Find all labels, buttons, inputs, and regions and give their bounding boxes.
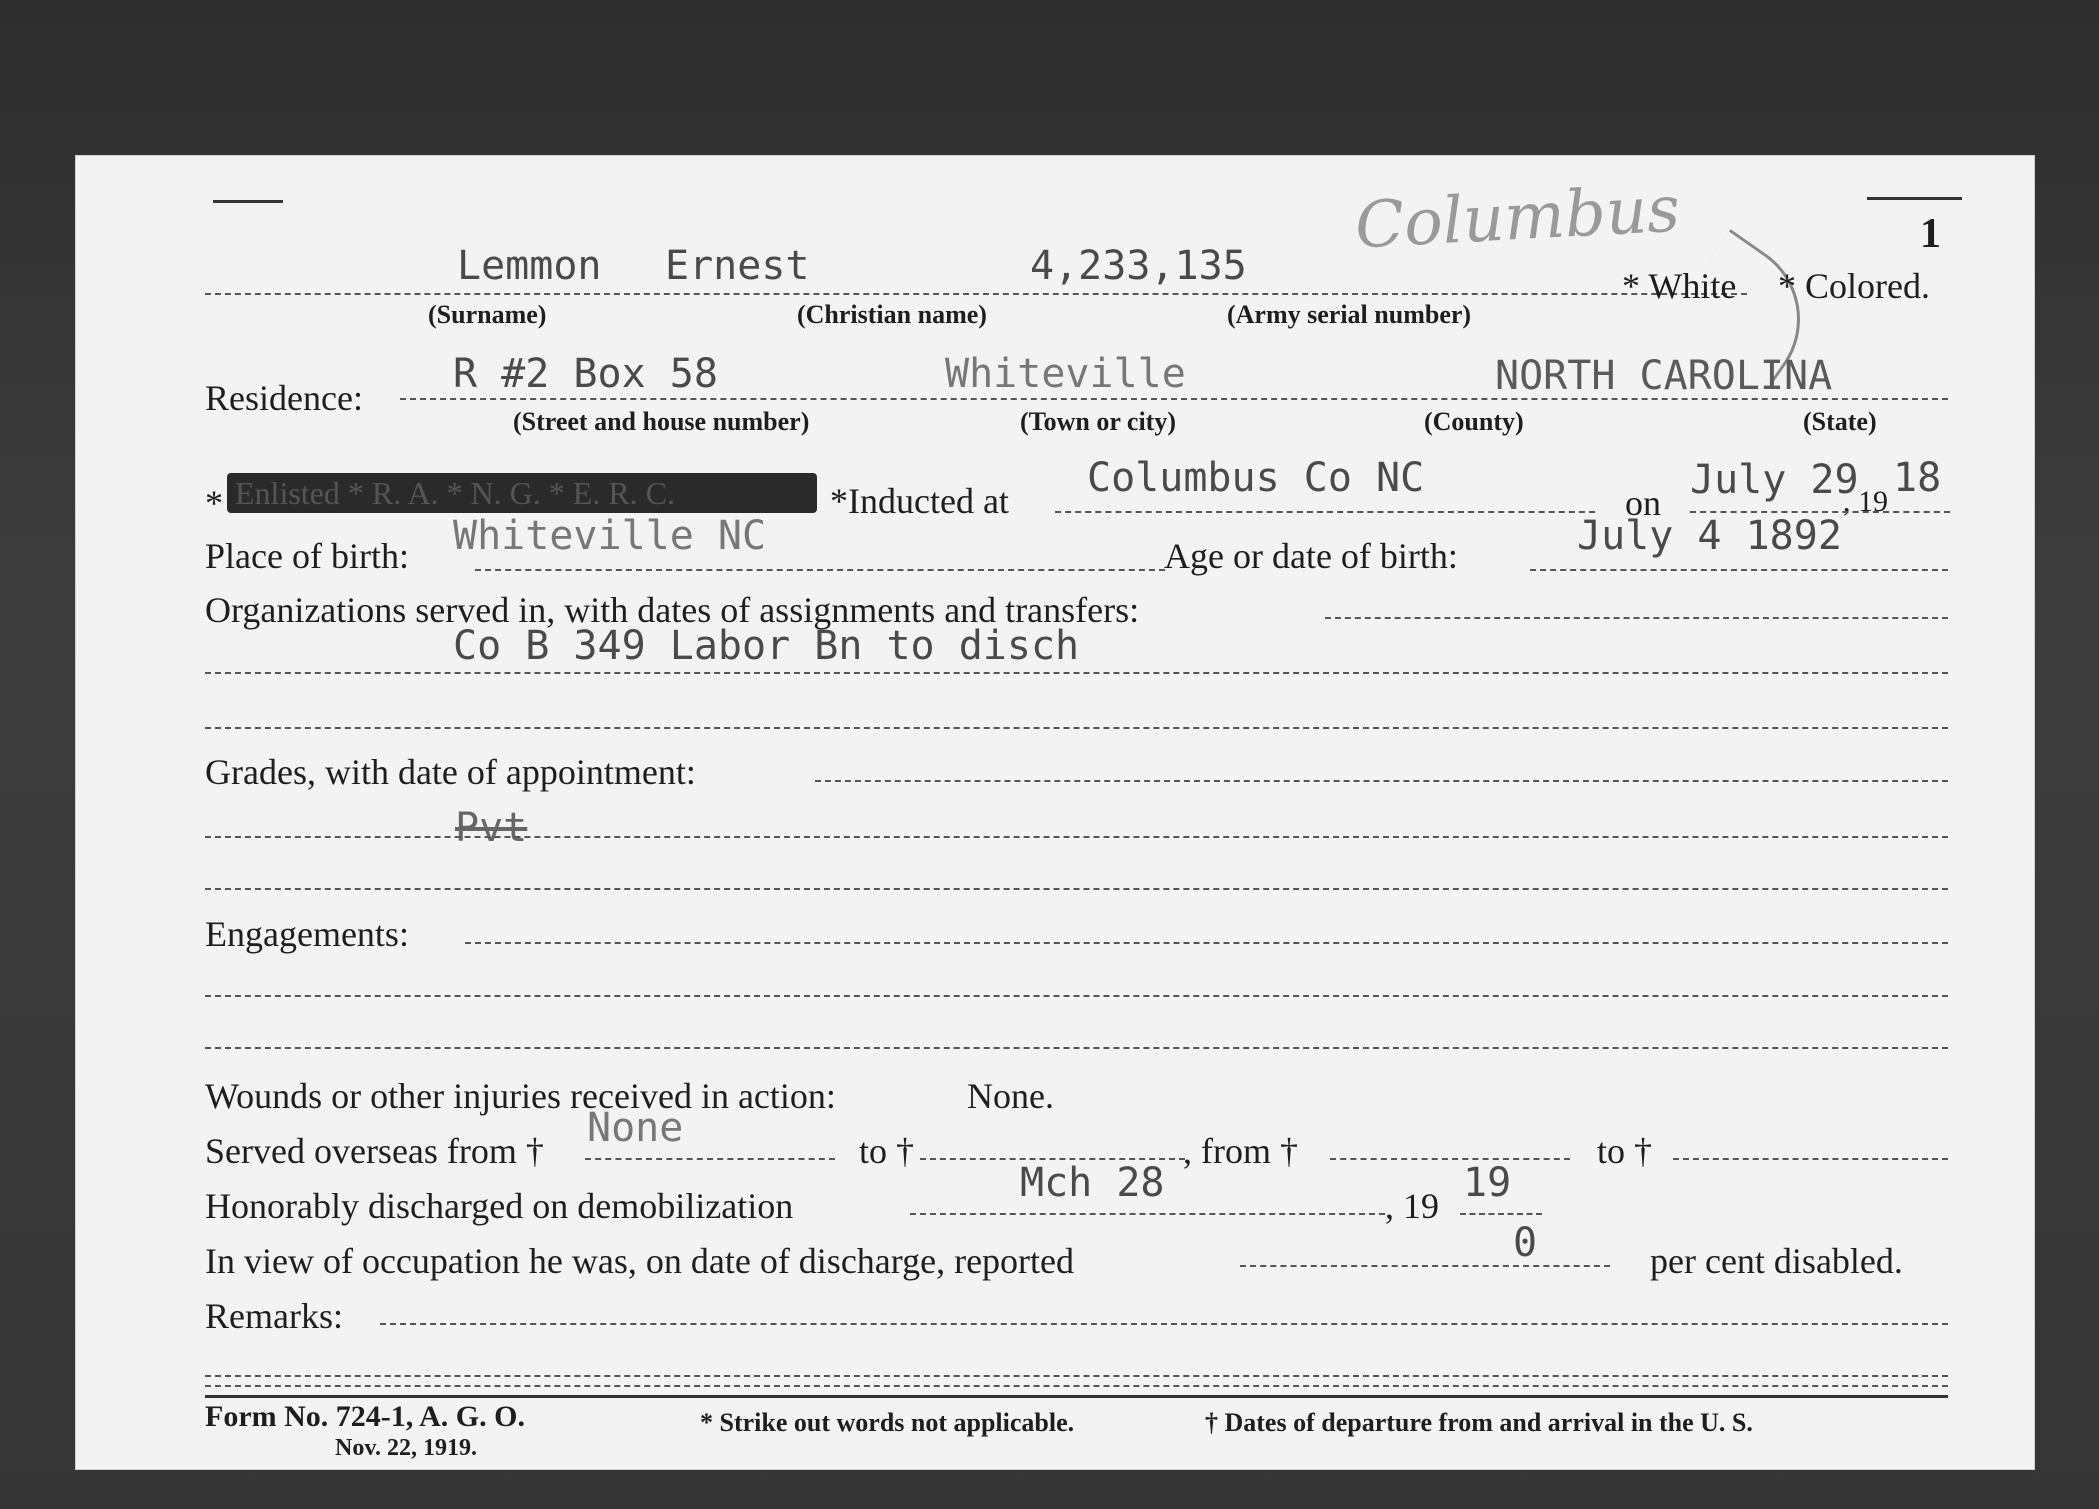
induction-year-value: 18 xyxy=(1893,455,1942,501)
engagements-label: Engagements: xyxy=(205,914,409,954)
wounds-value: None. xyxy=(967,1076,1054,1116)
remarks-line-1 xyxy=(380,1323,1948,1325)
disability-label: In view of occupation he was, on date of discharge, reported xyxy=(205,1241,1075,1281)
strike-note: * Strike out words not applicable. xyxy=(700,1408,1075,1437)
struck-enlistment-text: Enlisted * R. A. * N. G. * E. R. C. xyxy=(227,473,817,513)
race-white-option: * White xyxy=(1622,266,1737,306)
disability-value: 0 xyxy=(1513,1220,1538,1266)
grades-value: Pvt xyxy=(455,805,528,851)
form-date: Nov. 22, 1919. xyxy=(335,1435,478,1461)
organizations-value: Co B 349 Labor Bn to disch xyxy=(453,623,1080,669)
wounds-label: Wounds or other injuries received in action: xyxy=(205,1076,836,1116)
handwritten-county: Columbus xyxy=(1353,172,1682,264)
inducted-at-line xyxy=(1055,511,1595,513)
residence-line xyxy=(400,398,1948,400)
place-of-birth-line xyxy=(475,569,1165,571)
induction-asterisk: * xyxy=(205,483,223,523)
discharge-date-value: Mch 28 xyxy=(1020,1160,1165,1206)
disability-line xyxy=(1240,1265,1610,1267)
discharge-label: Honorably discharged on demobilization xyxy=(205,1186,794,1226)
overseas-from2-label: , from † xyxy=(1183,1131,1298,1171)
overseas-from2-line xyxy=(1330,1158,1570,1160)
discharge-date-line xyxy=(910,1213,1385,1215)
residence-label: Residence: xyxy=(205,378,363,418)
organizations-line-2 xyxy=(205,672,1948,674)
place-of-birth-value: Whiteville NC xyxy=(453,513,767,559)
race-colored-option: * Colored. xyxy=(1778,266,1930,306)
discharge-year-prefix: , 19 xyxy=(1385,1186,1439,1226)
overseas-label: Served overseas from † xyxy=(205,1131,544,1171)
induction-on-label: on xyxy=(1625,483,1661,523)
name-line xyxy=(205,293,1747,295)
state-caption: (State) xyxy=(1803,407,1877,436)
organizations-line-3 xyxy=(205,727,1948,729)
grades-label: Grades, with date of appointment: xyxy=(205,752,696,792)
remarks-line-2 xyxy=(205,1375,1948,1377)
top-right-rule xyxy=(1867,197,1962,200)
engagements-line-3 xyxy=(205,1047,1948,1049)
card-number: 1 xyxy=(1920,211,1941,257)
state-value: NORTH CAROLINA xyxy=(1495,353,1833,399)
overseas-value: None xyxy=(587,1105,684,1151)
discharge-year-value: 19 xyxy=(1463,1160,1512,1206)
town-caption: (Town or city) xyxy=(1020,407,1176,436)
induction-year-prefix: , 19 xyxy=(1843,485,1888,518)
top-left-rule xyxy=(213,200,283,203)
inducted-at-label: *Inducted at xyxy=(830,481,1009,521)
overseas-to2-line xyxy=(1673,1158,1948,1160)
age-line xyxy=(1530,569,1948,571)
age-label: Age or date of birth: xyxy=(1164,536,1458,576)
engagements-line-2 xyxy=(205,995,1948,997)
remarks-label: Remarks: xyxy=(205,1296,343,1336)
discharge-year-line xyxy=(1460,1213,1542,1215)
christian-name-caption: (Christian name) xyxy=(797,300,987,329)
grades-line-1 xyxy=(815,780,1948,782)
dates-note: † Dates of departure from and arrival in the U. S. xyxy=(1205,1408,1753,1437)
surname-value: Lemmon xyxy=(457,243,602,289)
engagements-line-1 xyxy=(465,942,1948,944)
street-value: R #2 Box 58 xyxy=(453,351,718,397)
form-number: Form No. 724-1, A. G. O. xyxy=(205,1400,525,1433)
overseas-to-label: to † xyxy=(859,1131,915,1171)
christian-name-value: Ernest xyxy=(665,243,810,289)
overseas-from-line xyxy=(585,1158,835,1160)
age-value: July 4 1892 xyxy=(1577,513,1842,559)
overseas-to2-label: to † xyxy=(1597,1131,1653,1171)
county-caption: (County) xyxy=(1424,407,1524,436)
town-value: Whiteville xyxy=(945,351,1186,397)
place-of-birth-label: Place of birth: xyxy=(205,536,409,576)
serial-number-value: 4,233,135 xyxy=(1030,243,1247,289)
inducted-at-value: Columbus Co NC xyxy=(1087,455,1425,501)
organizations-line-1 xyxy=(1325,617,1948,619)
organizations-label: Organizations served in, with dates of assignments and transfers: xyxy=(205,590,1140,630)
serial-number-caption: (Army serial number) xyxy=(1227,300,1472,329)
induction-date-value: July 29 xyxy=(1690,457,1859,503)
remarks-line-3 xyxy=(205,1385,1948,1387)
disability-suffix: per cent disabled. xyxy=(1650,1241,1903,1281)
street-caption: (Street and house number) xyxy=(513,407,810,436)
footer-rule xyxy=(205,1395,1948,1398)
service-record-card xyxy=(75,155,2035,1470)
grades-line-3 xyxy=(205,888,1948,890)
grades-line-2 xyxy=(205,836,1948,838)
surname-caption: (Surname) xyxy=(428,300,547,329)
